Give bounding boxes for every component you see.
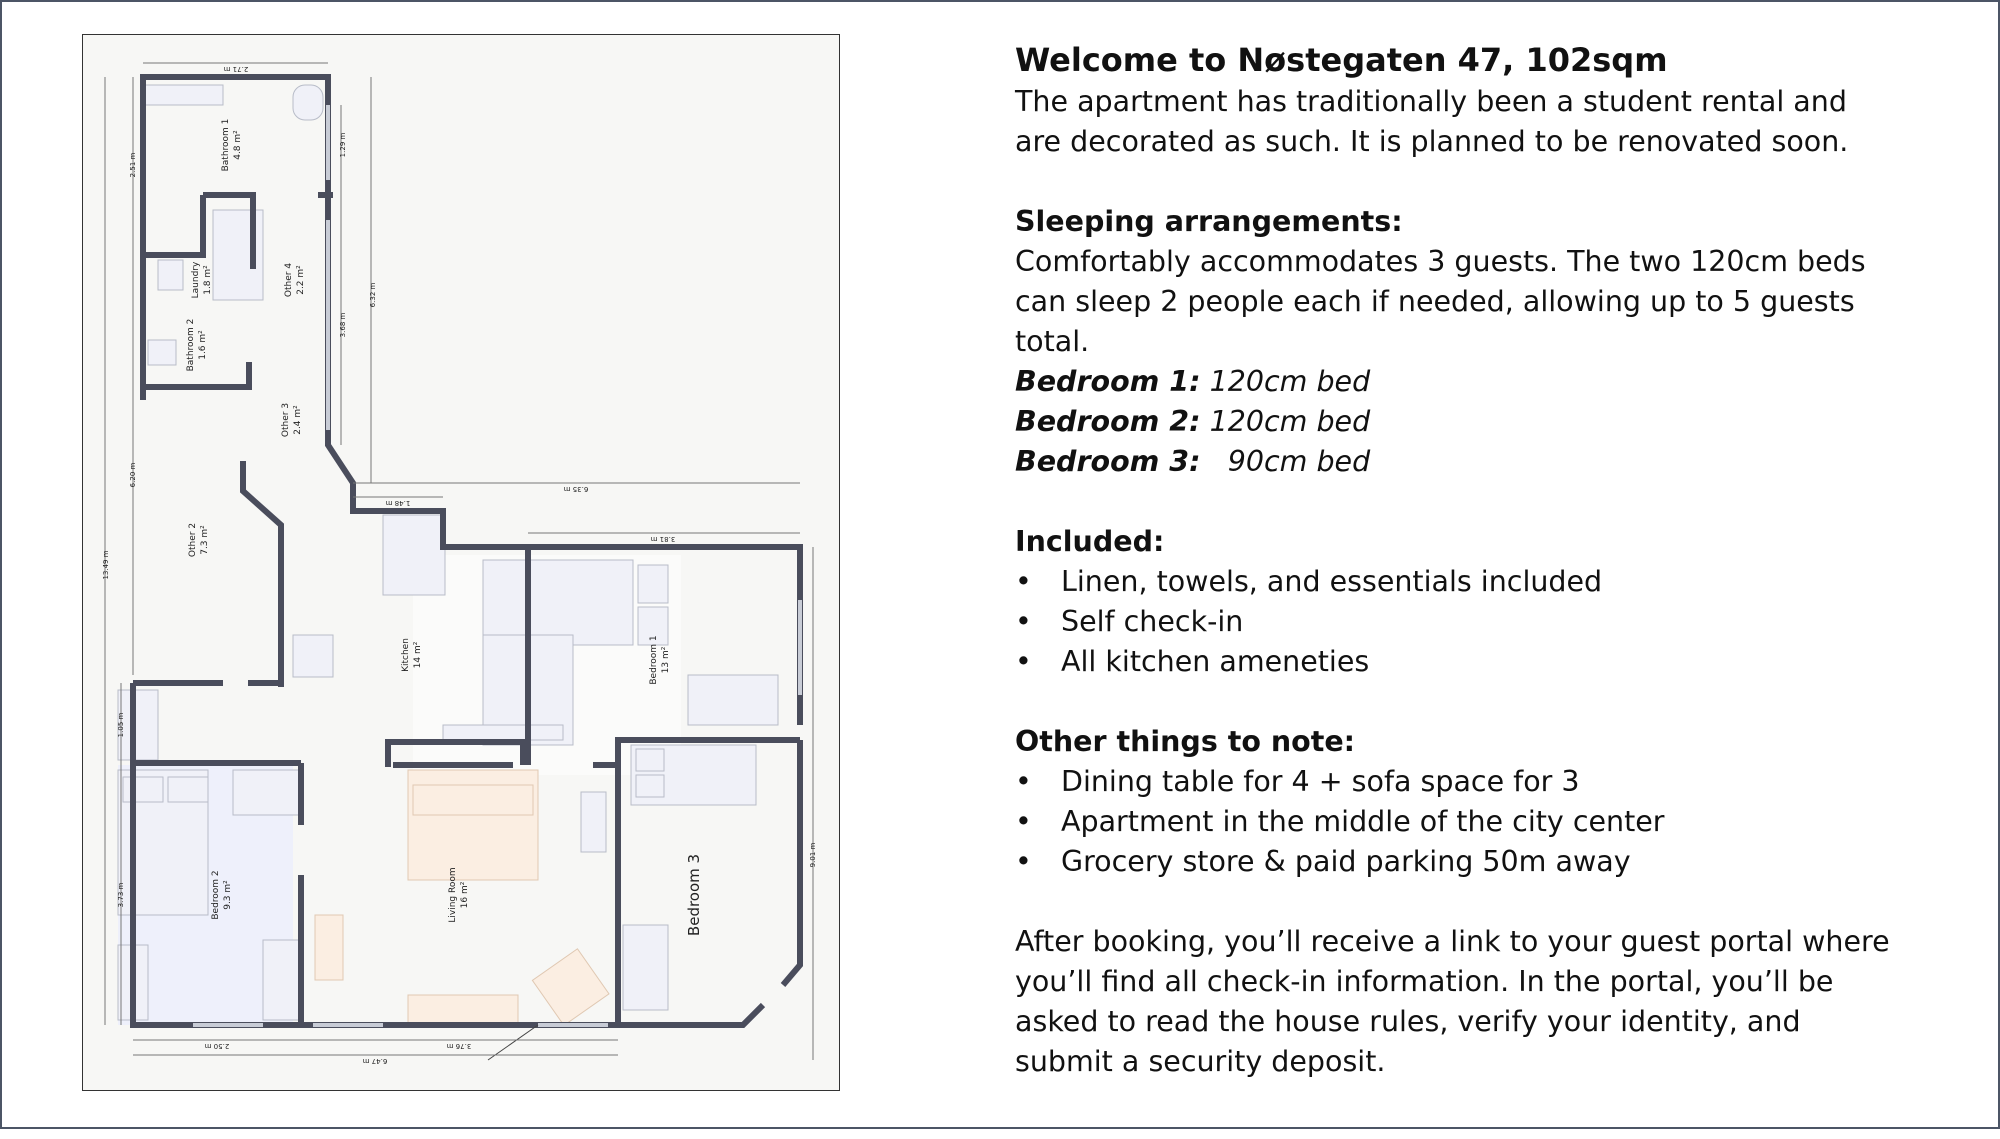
room-label-bathroom1: Bathroom 1 xyxy=(221,118,231,172)
dim-hall-top: 6.35 m xyxy=(563,485,589,493)
dim-right-lower: 9.01 m xyxy=(809,842,817,868)
list-item-text: All kitchen ameneties xyxy=(1061,645,1370,678)
dim-right-upper: 1.29 m xyxy=(339,132,347,158)
dim-hall-small: 1.48 m xyxy=(385,499,411,507)
room-area-bedroom2: 9.3 m² xyxy=(223,880,233,910)
dim-top: 2.71 m xyxy=(223,65,249,73)
bullet: • xyxy=(1015,805,1032,838)
bed-value: 120cm bed xyxy=(1200,365,1371,398)
dim-total-left: 13.49 m xyxy=(102,550,110,580)
list-item xyxy=(1015,602,1955,642)
dim-bottom-b: 3.76 m xyxy=(446,1042,472,1050)
room-area-laundry: 1.8 m² xyxy=(203,265,213,295)
spacer xyxy=(1015,682,1955,722)
notes-heading: Other things to note: xyxy=(1015,725,1356,758)
bed-row-2 xyxy=(1015,402,1955,442)
list-item xyxy=(1015,562,1955,602)
included-list xyxy=(1015,562,1955,682)
room-area-bedroom1: 13 m² xyxy=(661,646,671,674)
room-label-other2: Other 2 xyxy=(188,522,198,558)
bullet: • xyxy=(1015,845,1032,878)
dim-right-mid: 3.68 m xyxy=(339,312,347,338)
dim-bottom-a: 2.50 m xyxy=(204,1042,230,1050)
list-item xyxy=(1015,802,1955,842)
floor-plan-drawing xyxy=(83,35,839,1090)
sleeping-line-1: Comfortably accommodates 3 guests. The two 120cm beds xyxy=(1015,245,1866,278)
bed-label: Bedroom 1: xyxy=(1015,365,1201,398)
list-item-text: Self check-in xyxy=(1061,605,1244,638)
list-item-text: Linen, towels, and essentials included xyxy=(1061,565,1603,598)
sleeping-heading: Sleeping arrangements: xyxy=(1015,205,1403,238)
listing-title: Welcome to Nøstegaten 47, 102sqm xyxy=(1015,41,1668,79)
room-area-other4: 2.2 m² xyxy=(296,265,306,295)
room-label-bedroom3: Bedroom 3 xyxy=(685,853,703,937)
spacer xyxy=(1015,882,1955,922)
room-label-living: Living Room xyxy=(448,867,458,923)
dim-left-long: 6.20 m xyxy=(129,462,137,488)
room-label-laundry: Laundry xyxy=(191,261,201,299)
list-item-text: Grocery store & paid parking 50m away xyxy=(1061,845,1631,878)
dim-bed1-top: 3.81 m xyxy=(650,535,676,543)
bullet: • xyxy=(1015,765,1032,798)
bed-label: Bedroom 2: xyxy=(1015,405,1201,438)
dim-left-small: 1.05 m xyxy=(117,712,125,738)
bed-value: 120cm bed xyxy=(1200,405,1371,438)
dim-right-tall: 6.32 m xyxy=(369,282,377,308)
bullet: • xyxy=(1015,645,1032,678)
room-label-bedroom2: Bedroom 2 xyxy=(211,870,221,920)
listing-description xyxy=(1015,38,1955,1082)
closing-line-1: After booking, you’ll receive a link to your guest portal where xyxy=(1015,925,1890,958)
bed-row-3 xyxy=(1015,442,1955,482)
room-label-bathroom2: Bathroom 2 xyxy=(186,318,196,372)
bed-label: Bedroom 3: xyxy=(1015,445,1201,478)
bullet: • xyxy=(1015,565,1032,598)
floor-plan xyxy=(82,34,840,1091)
list-item xyxy=(1015,762,1955,802)
sleeping-line-3: total. xyxy=(1015,325,1090,358)
dim-left-lower: 3.73 m xyxy=(117,882,125,908)
list-item xyxy=(1015,642,1955,682)
intro-line-2: are decorated as such. It is planned to be renovated soon. xyxy=(1015,125,1849,158)
notes-list xyxy=(1015,762,1955,882)
spacer xyxy=(1015,482,1955,522)
dim-left-upper: 2.51 m xyxy=(129,152,137,178)
room-area-kitchen: 14 m² xyxy=(413,641,423,669)
dim-bottom-total: 6.47 m xyxy=(362,1057,388,1065)
bed-row-1 xyxy=(1015,362,1955,402)
closing-line-4: submit a security deposit. xyxy=(1015,1045,1386,1078)
room-label-kitchen: Kitchen xyxy=(401,638,411,672)
intro-line-1: The apartment has traditionally been a student rental and xyxy=(1015,85,1847,118)
list-item-text: Apartment in the middle of the city center xyxy=(1061,805,1665,838)
room-area-other2: 7.3 m² xyxy=(200,525,210,555)
list-item xyxy=(1015,842,1955,882)
list-item-text: Dining table for 4 + sofa space for 3 xyxy=(1061,765,1580,798)
room-label-other4: Other 4 xyxy=(284,262,294,298)
room-area-living: 16 m² xyxy=(460,881,470,909)
room-area-bathroom2: 1.6 m² xyxy=(198,330,208,360)
closing-line-2: you’ll find all check-in information. In the portal, you’ll be xyxy=(1015,965,1834,998)
room-label-other3: Other 3 xyxy=(281,402,291,438)
sleeping-line-2: can sleep 2 people each if needed, allowing up to 5 guests xyxy=(1015,285,1855,318)
bullet: • xyxy=(1015,605,1032,638)
closing-line-3: asked to read the house rules, verify your identity, and xyxy=(1015,1005,1801,1038)
room-area-bathroom1: 4.8 m² xyxy=(233,130,243,160)
included-heading: Included: xyxy=(1015,525,1165,558)
bed-value: 90cm bed xyxy=(1200,445,1371,478)
room-area-other3: 2.4 m² xyxy=(293,405,303,435)
spacer xyxy=(1015,162,1955,202)
room-label-bedroom1: Bedroom 1 xyxy=(649,635,659,685)
